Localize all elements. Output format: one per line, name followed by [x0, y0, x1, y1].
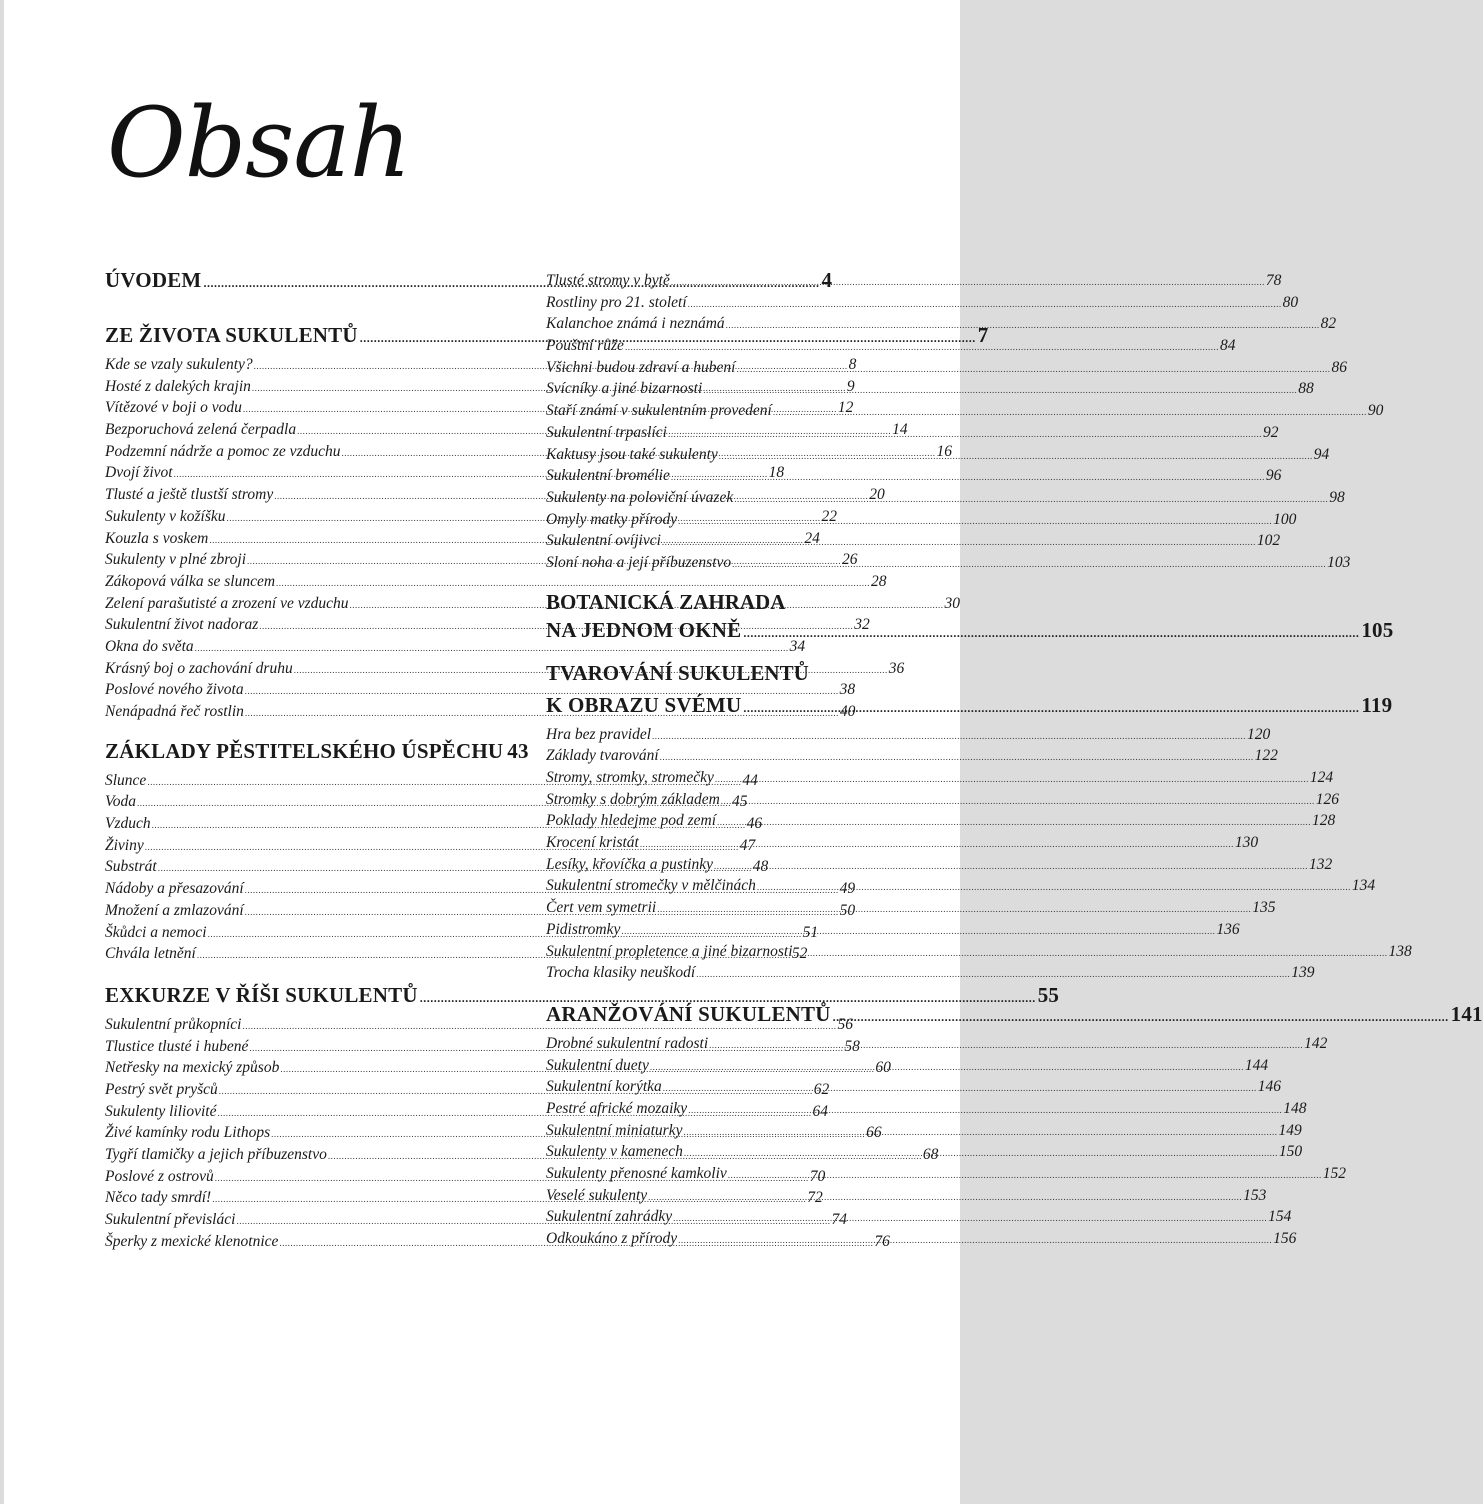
- dot-leader: [662, 532, 1256, 554]
- entry-page: 45: [732, 793, 748, 811]
- entry-page: 90: [1367, 402, 1384, 420]
- entry-title: Vítězové v boji o vodu: [105, 399, 242, 417]
- entry-title: Staří známí v sukulentním provedení: [546, 402, 772, 420]
- entry-title: Slunce: [105, 771, 147, 789]
- entry-page: 64: [812, 1102, 828, 1120]
- entry-page: 124: [1309, 769, 1334, 786]
- entry-title: Živiny: [105, 836, 144, 854]
- entry-page: 28: [871, 572, 887, 590]
- toc-entry: [546, 767, 1334, 789]
- entry-page: 94: [1313, 445, 1330, 463]
- entry-title: Tygří tlamičky a jejich příbuzenstvo: [105, 1146, 327, 1163]
- entry-title: Substrát: [105, 858, 157, 876]
- entry-page: 66: [866, 1124, 882, 1142]
- entry-title: Pidistromky: [546, 920, 621, 938]
- dot-leader: [728, 1165, 1322, 1187]
- entry-page: 103: [1327, 553, 1351, 571]
- toc-entry: [546, 1228, 1297, 1250]
- section-page: 119: [1361, 692, 1393, 717]
- dot-leader: [688, 1100, 1282, 1122]
- section-page: 4: [821, 268, 833, 292]
- section-page: 141: [1450, 1001, 1483, 1026]
- entry-title: Sukulentní korýtka: [546, 1078, 662, 1096]
- entry-page: 98: [1329, 488, 1345, 506]
- entry-page: 26: [842, 551, 858, 569]
- entry-title: Trocha klasiky neuškodí: [546, 964, 696, 982]
- entry-title: Voda: [105, 793, 136, 811]
- entry-page: 96: [1265, 467, 1282, 485]
- toc-entry: [546, 810, 1336, 832]
- entry-page: 138: [1388, 942, 1412, 960]
- dot-leader: [673, 1208, 1267, 1230]
- toc-entry: [546, 919, 1240, 941]
- entry-title: Sukulentní miniaturky: [546, 1121, 683, 1139]
- dot-leader: [703, 380, 1297, 402]
- entry-page: 88: [1298, 380, 1314, 398]
- entry-title: Krocení kristát: [546, 834, 639, 852]
- entry-title: Vzduch: [105, 815, 151, 833]
- section-list: [546, 724, 1412, 984]
- section-page: 7: [977, 323, 989, 347]
- section-heading: [105, 981, 1060, 1012]
- entry-page: 152: [1322, 1165, 1347, 1182]
- entry-page: 153: [1243, 1186, 1267, 1204]
- entry-page: 51: [802, 923, 819, 941]
- entry-page: 84: [1219, 337, 1236, 355]
- dot-leader: [734, 489, 1328, 511]
- dot-leader: [719, 446, 1313, 468]
- entry-page: 50: [839, 901, 856, 919]
- toc-entry: [546, 357, 1347, 379]
- entry-title: Sukulenty na poloviční úvazek: [546, 488, 734, 506]
- entry-title: Dvojí život: [105, 464, 173, 482]
- entry-page: 122: [1254, 747, 1278, 765]
- dot-leader: [668, 424, 1262, 446]
- entry-title: Sukulentní průkopníci: [105, 1015, 242, 1033]
- entry-page: 76: [874, 1232, 890, 1250]
- entry-page: 82: [1320, 315, 1337, 333]
- section-title: NA JEDNOM OKNĚ: [546, 617, 742, 642]
- entry-title: Sukulenty liliovité: [105, 1102, 217, 1120]
- dot-leader: [650, 1057, 1244, 1079]
- dot-leader: [671, 272, 1265, 294]
- toc-entry: [546, 1076, 1282, 1098]
- entry-title: Nádoby a přesazování: [105, 880, 244, 898]
- entry-title: Krásný boj o zachování druhu: [105, 659, 293, 677]
- entry-title: Sukulentní ovíjivci: [546, 532, 661, 550]
- section-heading-line1: BOTANICKÁ ZAHRADA: [546, 589, 786, 614]
- entry-title: Sukulenty v kamenech: [546, 1143, 683, 1161]
- entry-page: 150: [1278, 1143, 1303, 1161]
- entry-title: Pestré africké mozaiky: [546, 1099, 688, 1117]
- toc-entry: [105, 571, 887, 593]
- toc-entry: [546, 1141, 1303, 1163]
- entry-title: Sukulenty v kožíšku: [105, 507, 226, 525]
- entry-title: Netřesky na mexický způsob: [105, 1059, 280, 1077]
- toc-entry: [546, 941, 1412, 963]
- entry-page: 74: [831, 1211, 847, 1229]
- entry-title: Tlusté a ještě tlustší stromy: [105, 486, 274, 504]
- entry-page: 120: [1247, 725, 1271, 743]
- entry-page: 148: [1283, 1099, 1307, 1117]
- entry-page: 132: [1309, 855, 1333, 873]
- dot-leader: [671, 467, 1265, 489]
- dot-leader: [709, 1035, 1303, 1057]
- toc-entry: [546, 400, 1384, 422]
- entry-title: Odkoukáno z přírody: [546, 1230, 678, 1248]
- entry-title: Množení a zmlazování: [105, 901, 244, 919]
- entry-page: 156: [1273, 1230, 1297, 1248]
- toc-entry: [546, 1033, 1328, 1055]
- section-title: EXKURZE V ŘÍŠI SUKULENTŮ: [105, 982, 418, 1007]
- entry-title: Nenápadná řeč rostlin: [105, 703, 244, 720]
- entry-page: 70: [809, 1167, 826, 1185]
- toc-entry: [546, 875, 1376, 897]
- entry-title: Veselé sukulenty: [546, 1186, 648, 1204]
- entry-page: 130: [1234, 834, 1259, 852]
- toc-entry: [546, 724, 1271, 746]
- entry-title: Stromy, stromky, stromečky: [546, 769, 714, 786]
- section-heading: [546, 1000, 1483, 1031]
- entry-title: Něco tady smrdí!: [105, 1189, 212, 1207]
- entry-title: Sukulentní trpaslíci: [546, 423, 667, 441]
- dot-leader: [678, 511, 1272, 533]
- toc-entry: [105, 1014, 853, 1036]
- dot-leader: [833, 1003, 1449, 1031]
- entry-title: Stromky s dobrým základem: [546, 790, 720, 808]
- dot-leader: [757, 877, 1351, 899]
- toc-entry: [546, 270, 1282, 292]
- entry-title: Zákopová válka se sluncem: [105, 572, 276, 590]
- toc-entry: [546, 444, 1330, 466]
- entry-page: 126: [1315, 790, 1340, 808]
- section-title: ZÁKLADY PĚSTITELSKÉHO ÚSPĚCHU: [105, 738, 504, 763]
- entry-title: Lesíky, křovíčka a pustinky: [546, 855, 714, 873]
- entry-page: 146: [1257, 1078, 1282, 1096]
- entry-page: 46: [746, 815, 763, 833]
- dot-leader: [721, 791, 1315, 813]
- entry-title: Sukulentní zahrádky: [546, 1208, 673, 1226]
- entry-title: Hosté z dalekých krajin: [105, 377, 251, 395]
- section-title: ARANŽOVÁNÍ SUKULENTŮ: [546, 1001, 831, 1026]
- entry-title: Sukulenty přenosné kamkoliv: [546, 1165, 727, 1182]
- entry-page: 78: [1265, 272, 1282, 289]
- dot-leader: [621, 921, 1215, 943]
- entry-page: 18: [768, 464, 785, 482]
- section-heading: [546, 691, 1393, 722]
- entry-page: 100: [1273, 510, 1297, 528]
- toc-entry: [546, 745, 1278, 767]
- entry-title: Živé kamínky rodu Lithops: [105, 1124, 271, 1142]
- entry-title: Sukulentní duety: [546, 1056, 649, 1074]
- entry-title: Sukulentní život nadoraz: [105, 616, 259, 634]
- toc-entry: [546, 552, 1351, 574]
- dot-leader: [717, 812, 1311, 834]
- toc-entry: [546, 897, 1276, 919]
- entry-page: 60: [875, 1059, 891, 1077]
- toc-entry: [546, 1206, 1292, 1228]
- entry-title: Škůdci a nemoci: [105, 923, 207, 941]
- entry-page: 102: [1256, 532, 1281, 550]
- entry-title: Všichni budou zdraví a hubení: [546, 358, 736, 376]
- entry-page: 38: [839, 681, 856, 699]
- entry-title: Poslové z ostrovů: [105, 1167, 214, 1185]
- toc-entry: [546, 1098, 1307, 1120]
- dot-leader: [648, 1187, 1242, 1209]
- entry-page: 34: [789, 637, 806, 655]
- entry-page: 44: [742, 771, 758, 789]
- dot-leader: [652, 726, 1246, 748]
- entry-title: Tlustice tlusté i hubené: [105, 1037, 249, 1055]
- entry-page: 128: [1312, 812, 1336, 830]
- dot-leader: [791, 943, 1388, 965]
- entry-title: Poklady hledejme pod zemí: [546, 812, 717, 830]
- toc-entry: [105, 679, 856, 701]
- entry-page: 58: [844, 1037, 860, 1055]
- section-page: 105: [1361, 617, 1394, 642]
- page: [4, 0, 1483, 1504]
- dot-leader: [773, 402, 1367, 424]
- toc-entry: [105, 636, 806, 658]
- entry-title: Hra bez pravidel: [546, 725, 652, 743]
- entry-title: Kouzla s voskem: [105, 529, 209, 547]
- entry-page: 16: [936, 442, 952, 460]
- entry-title: Čert vem symetrii: [546, 899, 657, 917]
- dot-leader: [678, 1230, 1272, 1252]
- entry-title: Sukulentní bromélie: [546, 467, 670, 485]
- entry-title: Rostliny pro 21. století: [546, 293, 687, 311]
- entry-page: 20: [869, 486, 885, 504]
- entry-page: 12: [837, 399, 854, 417]
- section-page: 43: [507, 738, 529, 763]
- entry-title: Drobné sukulentní radosti: [546, 1034, 709, 1052]
- entry-title: Pestrý svět pryšců: [105, 1080, 218, 1098]
- dot-leader: [732, 554, 1326, 576]
- dot-leader: [640, 834, 1234, 856]
- entry-page: 134: [1351, 877, 1376, 895]
- page-title: Obsah: [107, 87, 411, 199]
- section-page: 55: [1037, 982, 1060, 1007]
- entry-title: Základy tvarování: [546, 747, 659, 765]
- entry-page: 149: [1278, 1121, 1302, 1139]
- section-list: [546, 270, 1384, 574]
- entry-page: 22: [821, 507, 838, 525]
- toc-entry: [546, 422, 1279, 444]
- section-heading: [105, 737, 529, 768]
- entry-title: Omyly matky přírody: [546, 510, 678, 528]
- entry-page: 14: [892, 421, 908, 439]
- dot-leader: [743, 619, 1359, 647]
- entry-page: 62: [813, 1080, 830, 1098]
- entry-title: Tlusté stromy v bytě: [546, 272, 670, 289]
- entry-page: 24: [804, 529, 820, 547]
- dot-leader: [714, 856, 1308, 878]
- section-list: [546, 1033, 1347, 1250]
- toc-entry: [546, 1163, 1347, 1185]
- toc-entry: [546, 832, 1259, 854]
- dot-leader: [726, 315, 1320, 337]
- entry-page: 135: [1252, 899, 1276, 917]
- entry-page: 154: [1268, 1208, 1292, 1226]
- entry-title: Podzemní nádrže a pomoc ze vzduchu: [105, 442, 341, 460]
- dot-leader: [683, 1122, 1277, 1144]
- entry-title: Bezporuchová zelená čerpadla: [105, 421, 297, 439]
- section-heading-line1: TVAROVÁNÍ SUKULENTŮ: [546, 660, 809, 685]
- dot-leader: [715, 769, 1309, 791]
- entry-page: 36: [888, 659, 905, 677]
- dot-leader: [743, 694, 1359, 722]
- entry-title: Sukulentní propletence a jiné bizarnosti: [546, 942, 793, 960]
- entry-page: 86: [1331, 358, 1347, 376]
- toc-entry: [546, 1120, 1302, 1142]
- section-title: ÚVODEM: [105, 268, 202, 292]
- entry-page: 139: [1291, 964, 1315, 982]
- toc-entry: [546, 530, 1281, 552]
- entry-title: Okna do světa: [105, 637, 194, 655]
- entry-title: Kalanchoe známá i neznámá: [546, 315, 725, 333]
- entry-page: 40: [839, 703, 856, 720]
- entry-page: 56: [837, 1015, 853, 1033]
- section-title: ZE ŽIVOTA SUKULENTŮ: [105, 323, 358, 347]
- entry-title: Pouštní růže: [546, 337, 624, 355]
- entry-title: Šperky z mexické klenotnice: [105, 1232, 279, 1250]
- toc-entry: [546, 1185, 1267, 1207]
- entry-page: 8: [848, 356, 857, 373]
- toc-entry: [546, 854, 1333, 876]
- toc-entry: [546, 378, 1314, 400]
- toc-entry: [546, 789, 1340, 811]
- dot-leader: [684, 1143, 1278, 1165]
- entry-title: Sukulentní převisláci: [105, 1211, 236, 1229]
- toc-entry: [546, 465, 1282, 487]
- toc-entry: [546, 292, 1299, 314]
- toc-entry: [546, 1055, 1269, 1077]
- entry-page: 47: [739, 836, 756, 854]
- section-title: K OBRAZU SVÉMU: [546, 692, 742, 717]
- entry-page: 92: [1262, 423, 1279, 441]
- toc-entry: [546, 962, 1315, 984]
- toc-entry: [546, 487, 1345, 509]
- dot-leader: [696, 964, 1290, 986]
- dot-leader: [663, 1078, 1257, 1100]
- entry-title: Sukulenty v plné zbroji: [105, 551, 247, 569]
- dot-leader: [736, 359, 1330, 381]
- entry-page: 49: [839, 880, 856, 898]
- entry-title: Chvála letnění: [105, 945, 196, 963]
- entry-page: 48: [752, 858, 769, 876]
- entry-page: 9: [846, 377, 855, 395]
- dot-leader: [657, 899, 1251, 921]
- entry-title: Zelení parašutisté a zrození ve vzduchu: [105, 594, 349, 612]
- entry-page: 136: [1216, 920, 1240, 938]
- entry-title: Kaktusy jsou také sukulenty: [546, 445, 718, 463]
- section-heading: [546, 616, 1394, 647]
- entry-page: 142: [1304, 1034, 1328, 1052]
- entry-title: Kde se vzaly sukulenty?: [105, 356, 253, 373]
- dot-leader: [625, 337, 1219, 359]
- toc-entry: [546, 313, 1337, 335]
- toc-entry: [546, 509, 1297, 531]
- entry-title: Sloní noha a její příbuzenstvo: [546, 553, 732, 571]
- entry-page: 52: [791, 945, 808, 963]
- dot-leader: [688, 294, 1282, 316]
- toc-entry: [546, 335, 1236, 357]
- entry-page: 68: [922, 1146, 939, 1163]
- entry-page: 80: [1282, 293, 1299, 311]
- dot-leader: [660, 747, 1254, 769]
- entry-page: 32: [854, 616, 870, 634]
- entry-page: 30: [944, 594, 961, 612]
- entry-page: 72: [807, 1189, 823, 1207]
- entry-title: Svícníky a jiné bizarnosti: [546, 380, 703, 398]
- entry-title: Sukulentní stromečky v mělčinách: [546, 877, 756, 895]
- entry-page: 144: [1244, 1056, 1269, 1074]
- entry-title: Poslové nového života: [105, 681, 244, 699]
